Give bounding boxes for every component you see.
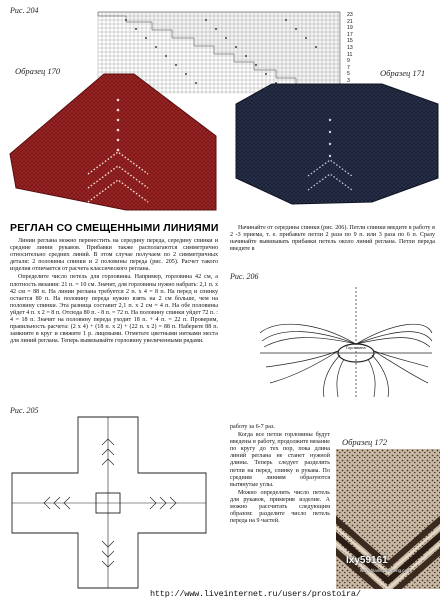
chart-row-number: 9 xyxy=(347,58,350,65)
sample-171-label: Образец 171 xyxy=(380,68,426,78)
sample-170-label: Образец 170 xyxy=(15,66,61,76)
right-column-text-bottom xyxy=(230,424,330,526)
right-column-text-top xyxy=(230,225,435,254)
paragraph: Начинайте от середины спинки (рис. 206). Петли спинки введите в работу в 2 -3 приема, т. е. прибавьте петли 2 раза по 9 п. или 3 раза по 6 п. Сразу начинайте вывязывать прибавки петель около линий реглана. Петли переда введите в xyxy=(230,225,435,253)
paragraph: Когда все петли горловины будут введены в работу, продолжите вязание по кругу до тех пор, пока длина линий реглана не станет нужной длины. Теперь следует разделить петли на перед, спинку и рукава. По средним линиям образуются вытянутые углы. xyxy=(230,432,330,488)
chart-row-number: 15 xyxy=(347,38,353,45)
watermark-site: www.blanklinenheng.com xyxy=(360,568,411,573)
figure-205-label: Рис. 205 xyxy=(10,406,39,415)
section-heading: РЕГЛАН СО СМЕЩЕННЫМИ ЛИНИЯМИ xyxy=(10,222,219,234)
figure-205-diagram xyxy=(10,415,210,590)
chart-row-number: 5 xyxy=(347,71,350,78)
chart-row-number: 23 xyxy=(347,12,353,18)
watermark-text: lxy59161 xyxy=(346,555,388,566)
watermark-logo xyxy=(346,555,388,566)
swatch-170-image xyxy=(6,70,221,215)
figure-206-label: Рис. 206 xyxy=(230,272,259,281)
footer-url[interactable]: http://www.liveinternet.ru/users/prostoira/ xyxy=(150,589,361,599)
chart-row-number: 21 xyxy=(347,18,353,25)
paragraph: Линии реглана можно перенестить на середину переда, середину спинки и средние линии рукавов. Прибавки также располагаются симметрично относительно средних линий. В этом случае получаем по 2 симметричных детали: 2 половины спинки и 2 половины переда (рис. 205). Расчет такого изделия отличается от расчета классического реглана. xyxy=(10,238,218,273)
swatch-171-image xyxy=(232,77,442,210)
paragraph: Определите число петель для горловины. Например, горловина 42 см, а плотность вязания: 21 п. = 10 см. Значит, для горловины нужно набрать: 2,1 п. х 42 см = 88 п. На линии реглана требуется 2 п. х 4 = 8 п. На перед и спинку остается 80 п. На половину переда нужно взять на 2 см больше, чем на половину спинки. Эта разница составит 2,1 п. х 2 см = 4 п. На обе половины уйдет 4 п. х 2 = 8 п. Отсюда 80 п. - 8 п. = 72 п. На половину спинки уйдет 72 п. : 4 = 18 п. Значит на половину переда уходит 18 п. + 4 п. = 22 п. Проверим, правильность расчета: (2 х 4) + (18 п. х 2) + (22 п. х 2) = 88 п. Наберите 88 п. замкните в круг и свяжите 1 р. лицевыми. Отметьте цветными нитками места для линий реглана. Теперь вывязывайте горловину увеличенными рядами. xyxy=(10,274,218,345)
chart-row-number: 7 xyxy=(347,64,350,71)
chart-row-number: 13 xyxy=(347,44,353,51)
left-column-text xyxy=(10,238,218,346)
paragraph: работу за 6-7 раз. xyxy=(230,424,275,430)
chart-row-number: 19 xyxy=(347,25,353,32)
figure-206-diagram xyxy=(256,285,436,400)
chart-row-number: 11 xyxy=(347,51,353,58)
collar-label: Горловина xyxy=(346,345,366,350)
chart-row-number: 17 xyxy=(347,31,353,38)
figure-ref-204: Рис. 204 xyxy=(10,6,39,15)
sample-172-label: Образец 172 xyxy=(342,437,388,447)
paragraph: Можно определить число петель для рукавов, примерив изделие. А можно рассчитать следующим образом: разделите число петель переда на 9 частей. xyxy=(230,489,330,525)
chart-row-number: 3 xyxy=(347,77,350,84)
